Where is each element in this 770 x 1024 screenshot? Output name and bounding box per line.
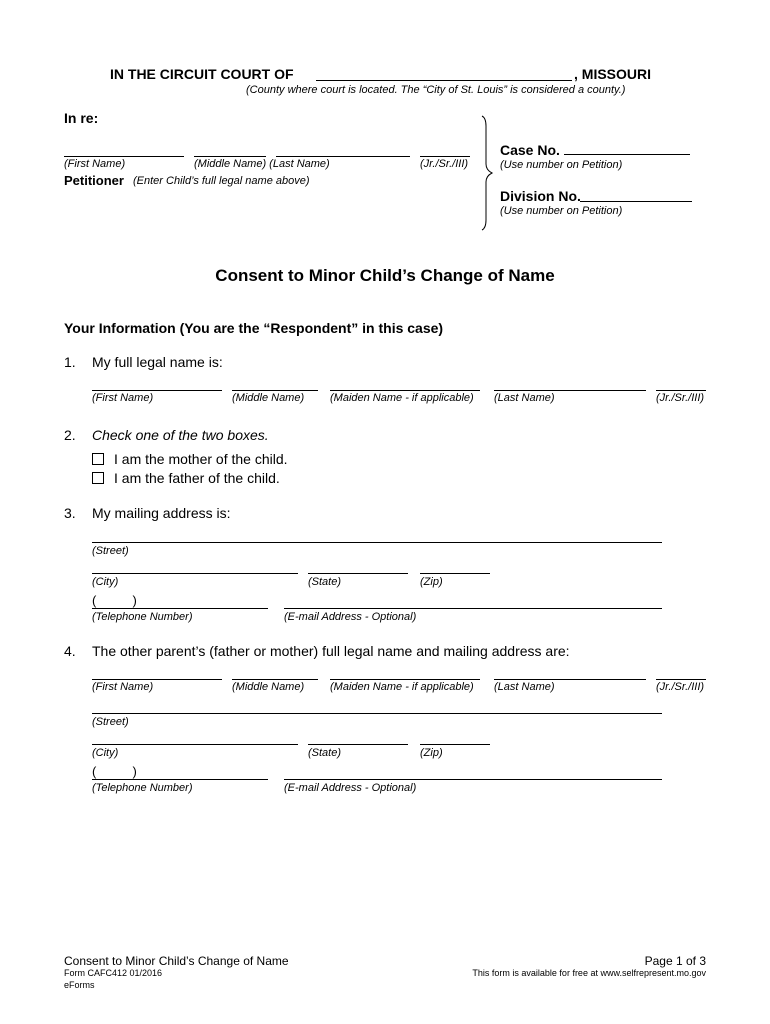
respondent-phone-label: (Telephone Number) (92, 611, 193, 623)
respondent-city-input[interactable] (92, 573, 298, 574)
petitioner-label: Petitioner (64, 173, 124, 188)
respondent-state-label: (State) (308, 576, 342, 588)
footer-availability: This form is available for free at www.selfrepresent.mo.gov (472, 968, 706, 978)
footer-page-number: Page 1 of 3 (644, 954, 706, 968)
respondent-zip-input[interactable] (420, 573, 490, 574)
q3-number: 3. (64, 505, 76, 521)
respondent-street-label: (Street) (92, 545, 129, 557)
other-city-label: (City) (92, 747, 119, 759)
q2-number: 2. (64, 427, 76, 443)
court-prefix: IN THE CIRCUIT COURT OF (110, 66, 294, 82)
mother-checkbox[interactable] (92, 453, 104, 465)
respondent-last-name-label: (Last Name) (494, 392, 555, 404)
child-last-name-input[interactable] (276, 156, 410, 157)
other-first-name-input[interactable] (92, 679, 222, 680)
court-suffix: , MISSOURI (574, 66, 652, 82)
respondent-first-name-label: (First Name) (92, 392, 154, 404)
respondent-zip-label: (Zip) (420, 576, 443, 588)
other-suffix-label: (Jr./Sr./III) (656, 681, 705, 693)
q1-text: My full legal name is: (92, 354, 223, 370)
county-input[interactable] (316, 80, 572, 81)
footer-title: Consent to Minor Child’s Change of Name (64, 954, 289, 968)
respondent-email-input[interactable] (284, 608, 662, 609)
division-no-label: Division No. (500, 188, 581, 204)
father-checkbox[interactable] (92, 472, 104, 484)
q4-number: 4. (64, 643, 76, 659)
other-street-input[interactable] (92, 713, 662, 714)
other-street-label: (Street) (92, 716, 129, 728)
respondent-maiden-name-input[interactable] (330, 390, 480, 391)
q1-number: 1. (64, 354, 76, 370)
other-middle-name-label: (Middle Name) (232, 681, 305, 693)
respondent-state-input[interactable] (308, 573, 408, 574)
case-no-input[interactable] (564, 154, 690, 155)
in-re-label: In re: (64, 110, 99, 126)
respondent-suffix-input[interactable] (656, 390, 706, 391)
child-middle-last-label: (Middle Name) (Last Name) (194, 158, 330, 170)
child-suffix-input[interactable] (420, 156, 470, 157)
respondent-maiden-name-label: (Maiden Name - if applicable) (330, 392, 474, 404)
respondent-last-name-input[interactable] (494, 390, 646, 391)
document-title: Consent to Minor Child’s Change of Name (215, 266, 555, 285)
division-no-input[interactable] (580, 201, 692, 202)
other-city-input[interactable] (92, 744, 298, 745)
other-last-name-label: (Last Name) (494, 681, 555, 693)
q4-text: The other parent’s (father or mother) full legal name and mailing address are: (92, 643, 570, 659)
q3-text: My mailing address is: (92, 505, 231, 521)
respondent-city-label: (City) (92, 576, 119, 588)
county-note: (County where court is located. The “City of St. Louis” is considered a county.) (246, 84, 626, 96)
footer-eforms: eForms (64, 980, 95, 990)
respondent-street-input[interactable] (92, 542, 662, 543)
respondent-middle-name-label: (Middle Name) (232, 392, 305, 404)
other-email-label: (E-mail Address - Optional) (284, 782, 417, 794)
caption-bracket (478, 114, 494, 232)
other-email-input[interactable] (284, 779, 662, 780)
section-heading: Your Information (You are the “Respondent” in this case) (64, 320, 444, 336)
respondent-middle-name-input[interactable] (232, 390, 318, 391)
case-no-note: (Use number on Petition) (500, 159, 623, 171)
father-option-label: I am the father of the child. (114, 470, 280, 486)
other-state-label: (State) (308, 747, 342, 759)
child-first-name-label: (First Name) (64, 158, 126, 170)
respondent-phone-input[interactable] (92, 608, 268, 609)
division-no-note: (Use number on Petition) (500, 205, 623, 217)
respondent-suffix-label: (Jr./Sr./III) (656, 392, 705, 404)
other-zip-input[interactable] (420, 744, 490, 745)
footer-form-number: Form CAFC412 01/2016 (64, 968, 163, 978)
petitioner-note: (Enter Child’s full legal name above) (133, 175, 310, 187)
respondent-email-label: (E-mail Address - Optional) (284, 611, 417, 623)
case-no-label: Case No. (500, 142, 560, 158)
other-maiden-name-input[interactable] (330, 679, 480, 680)
respondent-phone-area: ( ) (92, 593, 137, 608)
child-suffix-label: (Jr./Sr./III) (420, 158, 469, 170)
other-last-name-input[interactable] (494, 679, 646, 680)
other-phone-label: (Telephone Number) (92, 782, 193, 794)
q2-text: Check one of the two boxes. (92, 427, 269, 443)
mother-option-label: I am the mother of the child. (114, 451, 288, 467)
other-maiden-name-label: (Maiden Name - if applicable) (330, 681, 474, 693)
other-first-name-label: (First Name) (92, 681, 154, 693)
respondent-first-name-input[interactable] (92, 390, 222, 391)
other-phone-area: ( ) (92, 764, 137, 779)
other-suffix-input[interactable] (656, 679, 706, 680)
other-state-input[interactable] (308, 744, 408, 745)
other-middle-name-input[interactable] (232, 679, 318, 680)
child-middle-name-input[interactable] (194, 156, 266, 157)
other-zip-label: (Zip) (420, 747, 443, 759)
child-first-name-input[interactable] (64, 156, 184, 157)
other-phone-input[interactable] (92, 779, 268, 780)
